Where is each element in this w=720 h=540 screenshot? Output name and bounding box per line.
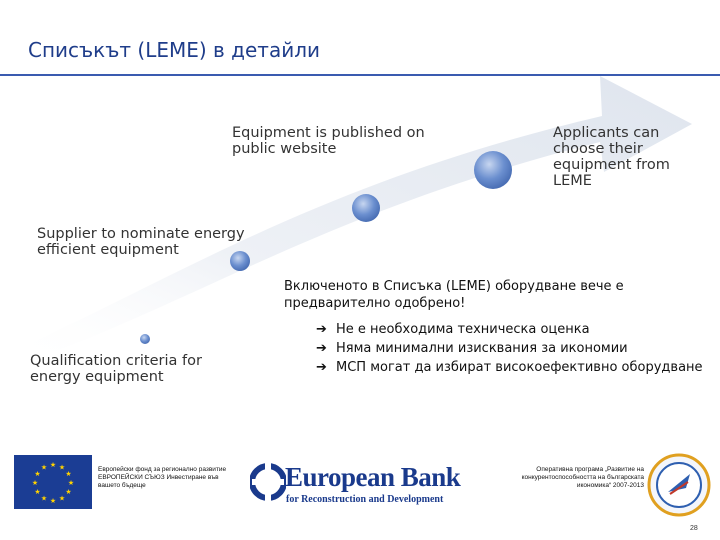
step-supplier-label: Supplier to nominate energy efficient equipment (37, 226, 245, 258)
approval-note: Включеното в Списъка (LEME) оборудване вече е предварително одобрено! (284, 279, 624, 311)
benefit-item: ➔ МСП могат да избират високоефективно оборудване (316, 360, 703, 375)
step-published-label: Equipment is published on public website (232, 125, 425, 157)
right-arrow-icon: ➔ (316, 322, 327, 337)
svg-text:★: ★ (58, 494, 66, 503)
svg-text:★: ★ (34, 470, 41, 478)
svg-text:★: ★ (49, 497, 57, 505)
page-title: Списъкът (LEME) в детайли (28, 38, 320, 62)
step-dot-4 (474, 151, 512, 189)
eu-flag-logo (14, 455, 92, 509)
right-arrow-icon: ➔ (316, 360, 327, 375)
ebrd-name: European Bank (285, 462, 461, 492)
ebrd-subtitle: for Reconstruction and Development (286, 494, 444, 505)
svg-text:★: ★ (40, 463, 48, 472)
operational-programme-logo (646, 452, 712, 518)
svg-text:★: ★ (67, 479, 75, 487)
svg-text:★: ★ (58, 463, 66, 472)
step-dot-1 (140, 334, 150, 344)
svg-text:★: ★ (49, 461, 57, 469)
benefits-list (312, 320, 712, 377)
ebrd-logo-icon (250, 460, 286, 504)
step-dot-3 (352, 194, 380, 222)
svg-text:★: ★ (40, 494, 48, 503)
step-qualification-label: Qualification criteria for energy equipment (30, 353, 202, 385)
svg-text:★: ★ (34, 488, 41, 496)
benefit-item: ➔ Не е необходима техническа оценка (316, 322, 590, 337)
right-arrow-icon: ➔ (316, 341, 327, 356)
page-number: 28 (690, 525, 698, 532)
svg-text:★: ★ (65, 488, 72, 496)
svg-text:★: ★ (31, 479, 39, 487)
step-applicants-label: Applicants can choose their equipment from LEME (553, 125, 670, 189)
operational-programme-text: Оперативна програма „Развитие на конкурентоспособността на българската икономика“ 2007-2013 (521, 466, 644, 489)
benefit-item: ➔ Няма минимални изисквания за икономии (316, 341, 628, 356)
svg-text:★: ★ (65, 470, 72, 478)
eu-fund-text: Европейски фонд за регионално развитие ЕВРОПЕЙСКИ СЪЮЗ Инвестиране във вашето бъдеще (98, 466, 227, 489)
